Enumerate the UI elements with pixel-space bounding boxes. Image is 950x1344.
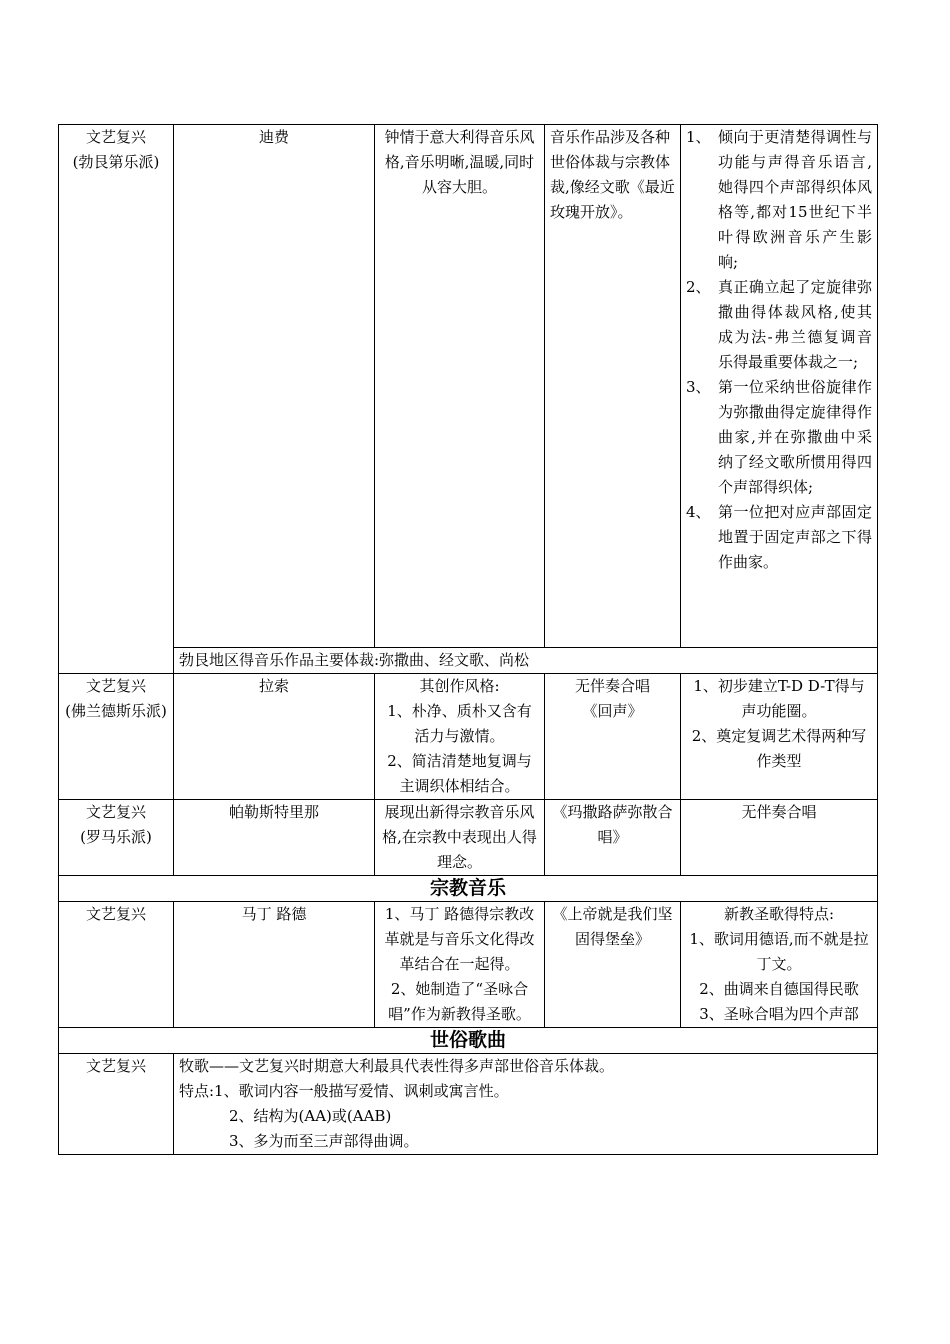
list-item: 1、 倾向于更清楚得调性与功能与声得音乐语言,她得四个声部得织体风格等,都对15世纪下半叶得欧洲音乐产生影响; — [686, 128, 872, 271]
works-cell: 《上帝就是我们坚固得堡垒》 — [545, 902, 681, 1028]
list-item: 4、 第一位把对应声部固定地置于固定声部之下得作曲家。 — [686, 503, 872, 571]
document-page — [58, 124, 877, 1155]
period-cell: 文艺复兴 (罗马乐派) — [59, 800, 174, 876]
composer-cell: 迪费 — [174, 125, 375, 648]
list-item: 3、 第一位采纳世俗旋律作为弥撒曲得定旋律得作曲家,并在弥撒曲中采纳了经文歌所惯用得四个声部得织体; — [686, 378, 872, 496]
contributions-cell: 1、初步建立T-D D-T得与声功能圈。 2、奠定复调艺术得两种写作类型 — [681, 674, 878, 800]
genres-note: 勃艮地区得音乐作品主要体裁:弥撒曲、经文歌、尚松 — [174, 648, 878, 674]
style-cell: 其创作风格: 1、朴净、质朴又含有活力与激情。 2、简洁清楚地复调与主调织体相结合。 — [375, 674, 545, 800]
period-cell: 文艺复兴 (佛兰德斯乐派) — [59, 674, 174, 800]
section-title: 宗教音乐 — [59, 876, 878, 902]
style-cell: 展现出新得宗教音乐风格,在宗教中表现出人得理念。 — [375, 800, 545, 876]
contributions-cell: 新教圣歌得特点: 1、歌词用德语,而不就是拉丁文。 2、曲调来自德国得民歌 3、圣咏合唱为四个声部 — [681, 902, 878, 1028]
composer-cell: 马丁 路德 — [174, 902, 375, 1028]
style-cell: 1、马丁 路德得宗教改革就是与音乐文化得改革结合在一起得。 2、她制造了“圣咏合唱”作为新教得圣歌。 — [375, 902, 545, 1028]
section-header-secular — [59, 1028, 878, 1054]
row-burgundy — [59, 125, 878, 648]
composer-cell: 帕勒斯特里那 — [174, 800, 375, 876]
madrigal-description: 牧歌——文艺复兴时期意大利最具代表性得多声部世俗音乐体裁。 特点:1、歌词内容一般描写爱情、讽刺或寓言性。 2、结构为(AA)或(AAB) 3、多为而至三声部得曲调。 — [174, 1054, 878, 1155]
music-history-table — [58, 124, 878, 1155]
style-cell: 钟情于意大利得音乐风格,音乐明晰,温暖,同时从容大胆。 — [375, 125, 545, 648]
period-cell: 文艺复兴 — [59, 1054, 174, 1155]
contributions-list — [686, 125, 872, 575]
row-roman — [59, 800, 878, 876]
composer-cell: 拉索 — [174, 674, 375, 800]
section-header-religious — [59, 876, 878, 902]
works-cell: 音乐作品涉及各种世俗体裁与宗教体裁,像经文歌《最近玫瑰开放》。 — [545, 125, 681, 648]
works-cell: 《玛撒路萨弥散合唱》 — [545, 800, 681, 876]
contributions-cell: 无伴奏合唱 — [681, 800, 878, 876]
row-burgundy-genres — [59, 648, 878, 674]
row-flemish — [59, 674, 878, 800]
row-secular — [59, 1054, 878, 1155]
period-cell: 文艺复兴 — [59, 902, 174, 1028]
list-item: 2、 真正确立起了定旋律弥撒曲得体裁风格,使其成为法-弗兰德复调音乐得最重要体裁之一; — [686, 278, 872, 371]
section-title: 世俗歌曲 — [59, 1028, 878, 1054]
period-cell: 文艺复兴 (勃艮第乐派) — [59, 125, 174, 674]
row-religious — [59, 902, 878, 1028]
contributions-cell — [681, 125, 878, 648]
works-cell: 无伴奏合唱 《回声》 — [545, 674, 681, 800]
